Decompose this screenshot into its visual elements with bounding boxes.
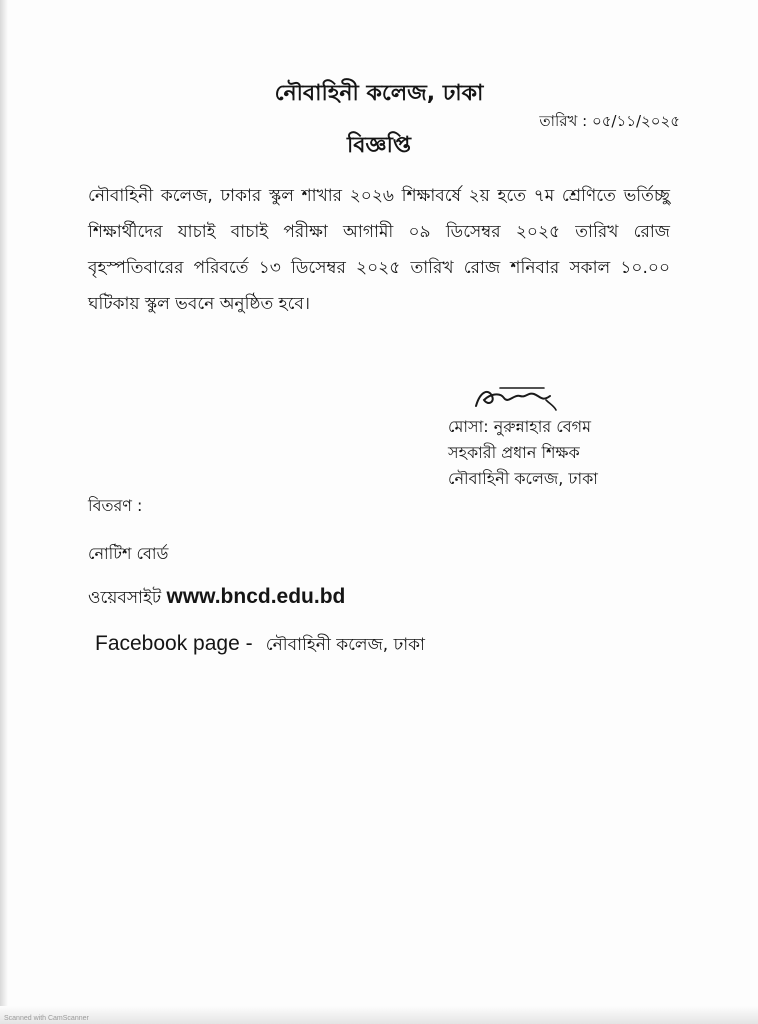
signatory-institution: নৌবাহিনী কলেজ, ঢাকা — [448, 469, 598, 488]
scan-shadow — [0, 1006, 758, 1024]
facebook-label: Facebook page - — [95, 632, 253, 655]
notice-date: তারিখ : ০৫/১১/২০২৫ — [539, 112, 680, 130]
institution-title: নৌবাহিনী কলেজ, ঢাকা — [274, 81, 484, 106]
distribution-notice-board: নোটিশ বোর্ড — [88, 544, 169, 563]
signatory-block — [448, 414, 598, 492]
signature-mark — [470, 382, 560, 414]
signatory-name: মোসা: নুরুন্নাহার বেগম — [448, 417, 592, 436]
distribution-facebook — [95, 632, 425, 660]
notice-body: নৌবাহিনী কলেজ, ঢাকার স্কুল শাখার ২০২৬ শিক্ষাবর্ষে ২য় হতে ৭ম শ্রেণিতে ভর্তিচ্ছু শিক্ষার্থীদের যাচাই বাচাই পরীক্ষা আগামী ০৯ ডিসেম্বর ২০২৫ তারিখ রোজ বৃহস্পতিবারের পরিবর্তে ১৩ ডিসেম্বর ২০২৫ তারিখ রোজ শনিবার সকাল ১০.০০ ঘটিকায় স্কুল ভবনে অনুষ্ঠিত হবে। — [88, 186, 670, 314]
distribution-website — [88, 585, 345, 613]
website-label: ওয়েবসাইট — [88, 588, 162, 608]
facebook-page-name: নৌবাহিনী কলেজ, ঢাকা — [265, 635, 425, 655]
scanner-watermark: Scanned with CamScanner — [4, 1015, 89, 1022]
notice-subject: বিজ্ঞপ্তি — [347, 133, 411, 158]
website-url: www.bncd.edu.bd — [166, 585, 346, 608]
signatory-designation: সহকারী প্রধান শিক্ষক — [448, 443, 580, 462]
distribution-label: বিতরণ : — [88, 496, 143, 515]
